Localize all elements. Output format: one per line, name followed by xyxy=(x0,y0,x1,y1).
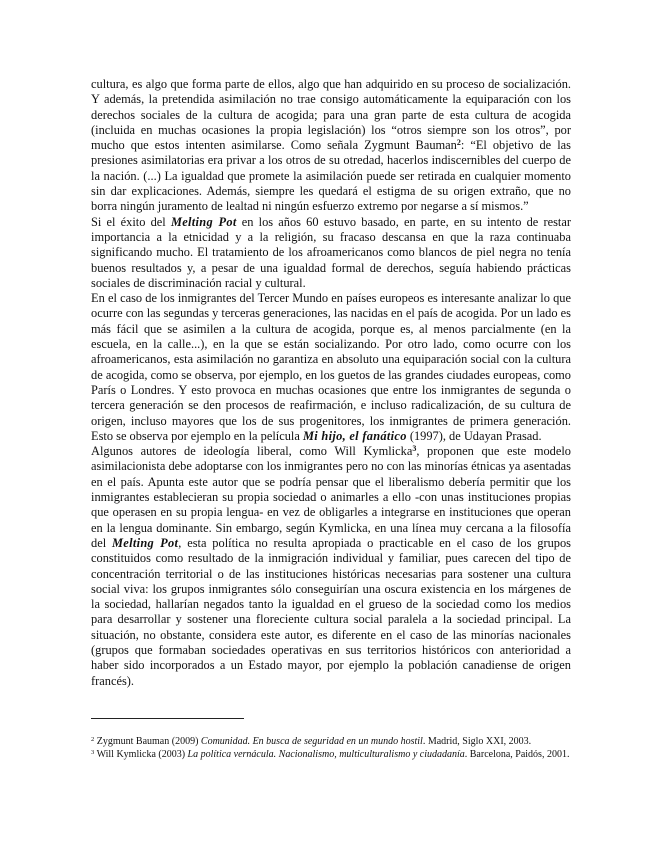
footnote-ref-2[interactable]: 2 xyxy=(456,138,461,148)
footnote-3-title: La política vernácula. Nacionalismo, multiculturalismo y ciudadanía xyxy=(187,748,465,760)
footnote-3: $^3$ Will Kymlicka (2003) La política vernácula. Nacionalismo, multiculturalismo y ciudadanía. Barcelona, Paidós, 2001. xyxy=(91,748,570,760)
paragraph-3: En el caso de los inmigrantes del Tercer Mundo en países europeos es interesante analizar lo que ocurre con las segundas y terceras generaciones, las nacidas en el país de acogida. Por un lado es más fácil que se asimilen a la cultura de acogida, porque es, al menos parcialmente (en la escuela, en la calle...), en la que se están socializando. Por otro lado, como ocurre con los afroamericanos, esta asimilación no garantiza en absoluto una equiparación social con la cultura de acogida, como se observa, por ejemplo, en los guetos de las grandes ciudades europeas, como París o Londres. Y esto provoca en muchas ocasiones que entre los inmigrantes de segunda o tercera generación se den procesos de reafirmación, e incluso radicalización, de su cultura de origen, incluso mayores que los de sus progenitores, los inmigrantes de primera generación. Esto se observa por ejemplo en la película Mi hijo, el fanático (1997), de Udayan Prasad. xyxy=(91,291,571,443)
bauman-quote: : “El objetivo de las presiones asimilatorias era privar a los otros de su otredad, hacerlos indiscernibles del cuerpo de la nación. (...) La igualdad que promete la asimilación puede ser retirada en cualquier momento sin dar explicaciones. Además, siempre les quedará el estigma de su origen extraño, que no borra ningún juramento de lealtad ni ningún esfuerzo extremo por negarse a sí mismos.” xyxy=(91,138,571,214)
film-title-melting-pot: Melting Pot xyxy=(170,214,237,229)
footnote-ref-3[interactable]: 3 xyxy=(412,444,417,454)
footnote-2-title: Comunidad. En busca de seguridad en un mundo hostil xyxy=(200,736,423,747)
footnote-2: $^2$ Zygmunt Bauman (2009) Comunidad. En busca de seguridad en un mundo hostil. Madrid, Siglo XXI, 2003. xyxy=(91,736,532,747)
footnotes xyxy=(91,736,571,761)
paragraph-1-text: cultura, es algo que forma parte de ellos, algo que han adquirido en su proceso de socialización. Y además, la pretendida asimilación no trae consigo automáticamente la equiparación con los derechos sociales de la cultura de acogida; para una gran parte de esta cultura de acogida (incluida en muchas ocasiones la propia legislación) los “otros siempre son los otros”, por mucho que estos intenten asimilarse. Como señala Zygmunt Bauman xyxy=(91,77,571,153)
film-title-mi-hijo: Mi hijo, el fanático xyxy=(302,428,407,443)
body-text xyxy=(91,77,571,689)
footnote-divider xyxy=(91,718,244,719)
paragraph-4: Algunos autores de ideología liberal, como Will Kymlicka$^3$, proponen que este modelo asimilacionista debe adoptarse con los inmigrantes pero no con las minorías étnicas ya asentadas en el país. Apunta este autor que se podría pensar que el liberalismo debería permitir que los inmigrantes establecieran su propia sociedad o animarles a ello -con unas instituciones propias que operasen en su propia lengua- en vez de obligarles a integrarse en instituciones que operan en la lengua dominante. Sin embargo, según Kymlicka, en una línea muy cercana a la filosofía del Melting Pot, esta política no resulta apropiada o practicable en el caso de los grupos constituidos como resultado de la inmigración individual y familiar, pues carecen del tipo de concentración territorial o de las instituciones históricas necesarias para sostener una cultura social viva: los grupos inmigrantes sólo conseguirían una oscura existencia en los márgenes de la sociedad, hallarían negados tanto la igualdad en el grueso de la sociedad como los medios para desarrollar y sostener una floreciente cultura social paralela a la sociedad principal. La situación, no obstante, considera este autor, es diferente en el caso de las minorías nacionales (grupos que formaban sociedades operativas en sus territorios históricos con anterioridad a haber sido incorporados a un Estado mayor, por ejemplo la población canadiense de origen francés). xyxy=(91,444,572,688)
paragraph-1 xyxy=(91,77,571,215)
film-title-melting-pot-2: Melting Pot xyxy=(111,535,179,550)
paragraph-2: Si el éxito del Melting Pot en los años 60 estuvo basado, en parte, en su intento de restar importancia a la etnicidad y a la religión, su fracaso descansa en que la raza continuaba significando mucho. El tratamiento de los afroamericanos como blancos de piel negra no tenía buenos resultados y, a pesar de una igualdad formal de derechos, seguía habiendo prácticas sociales de discriminación racial y cultural. xyxy=(91,214,571,290)
